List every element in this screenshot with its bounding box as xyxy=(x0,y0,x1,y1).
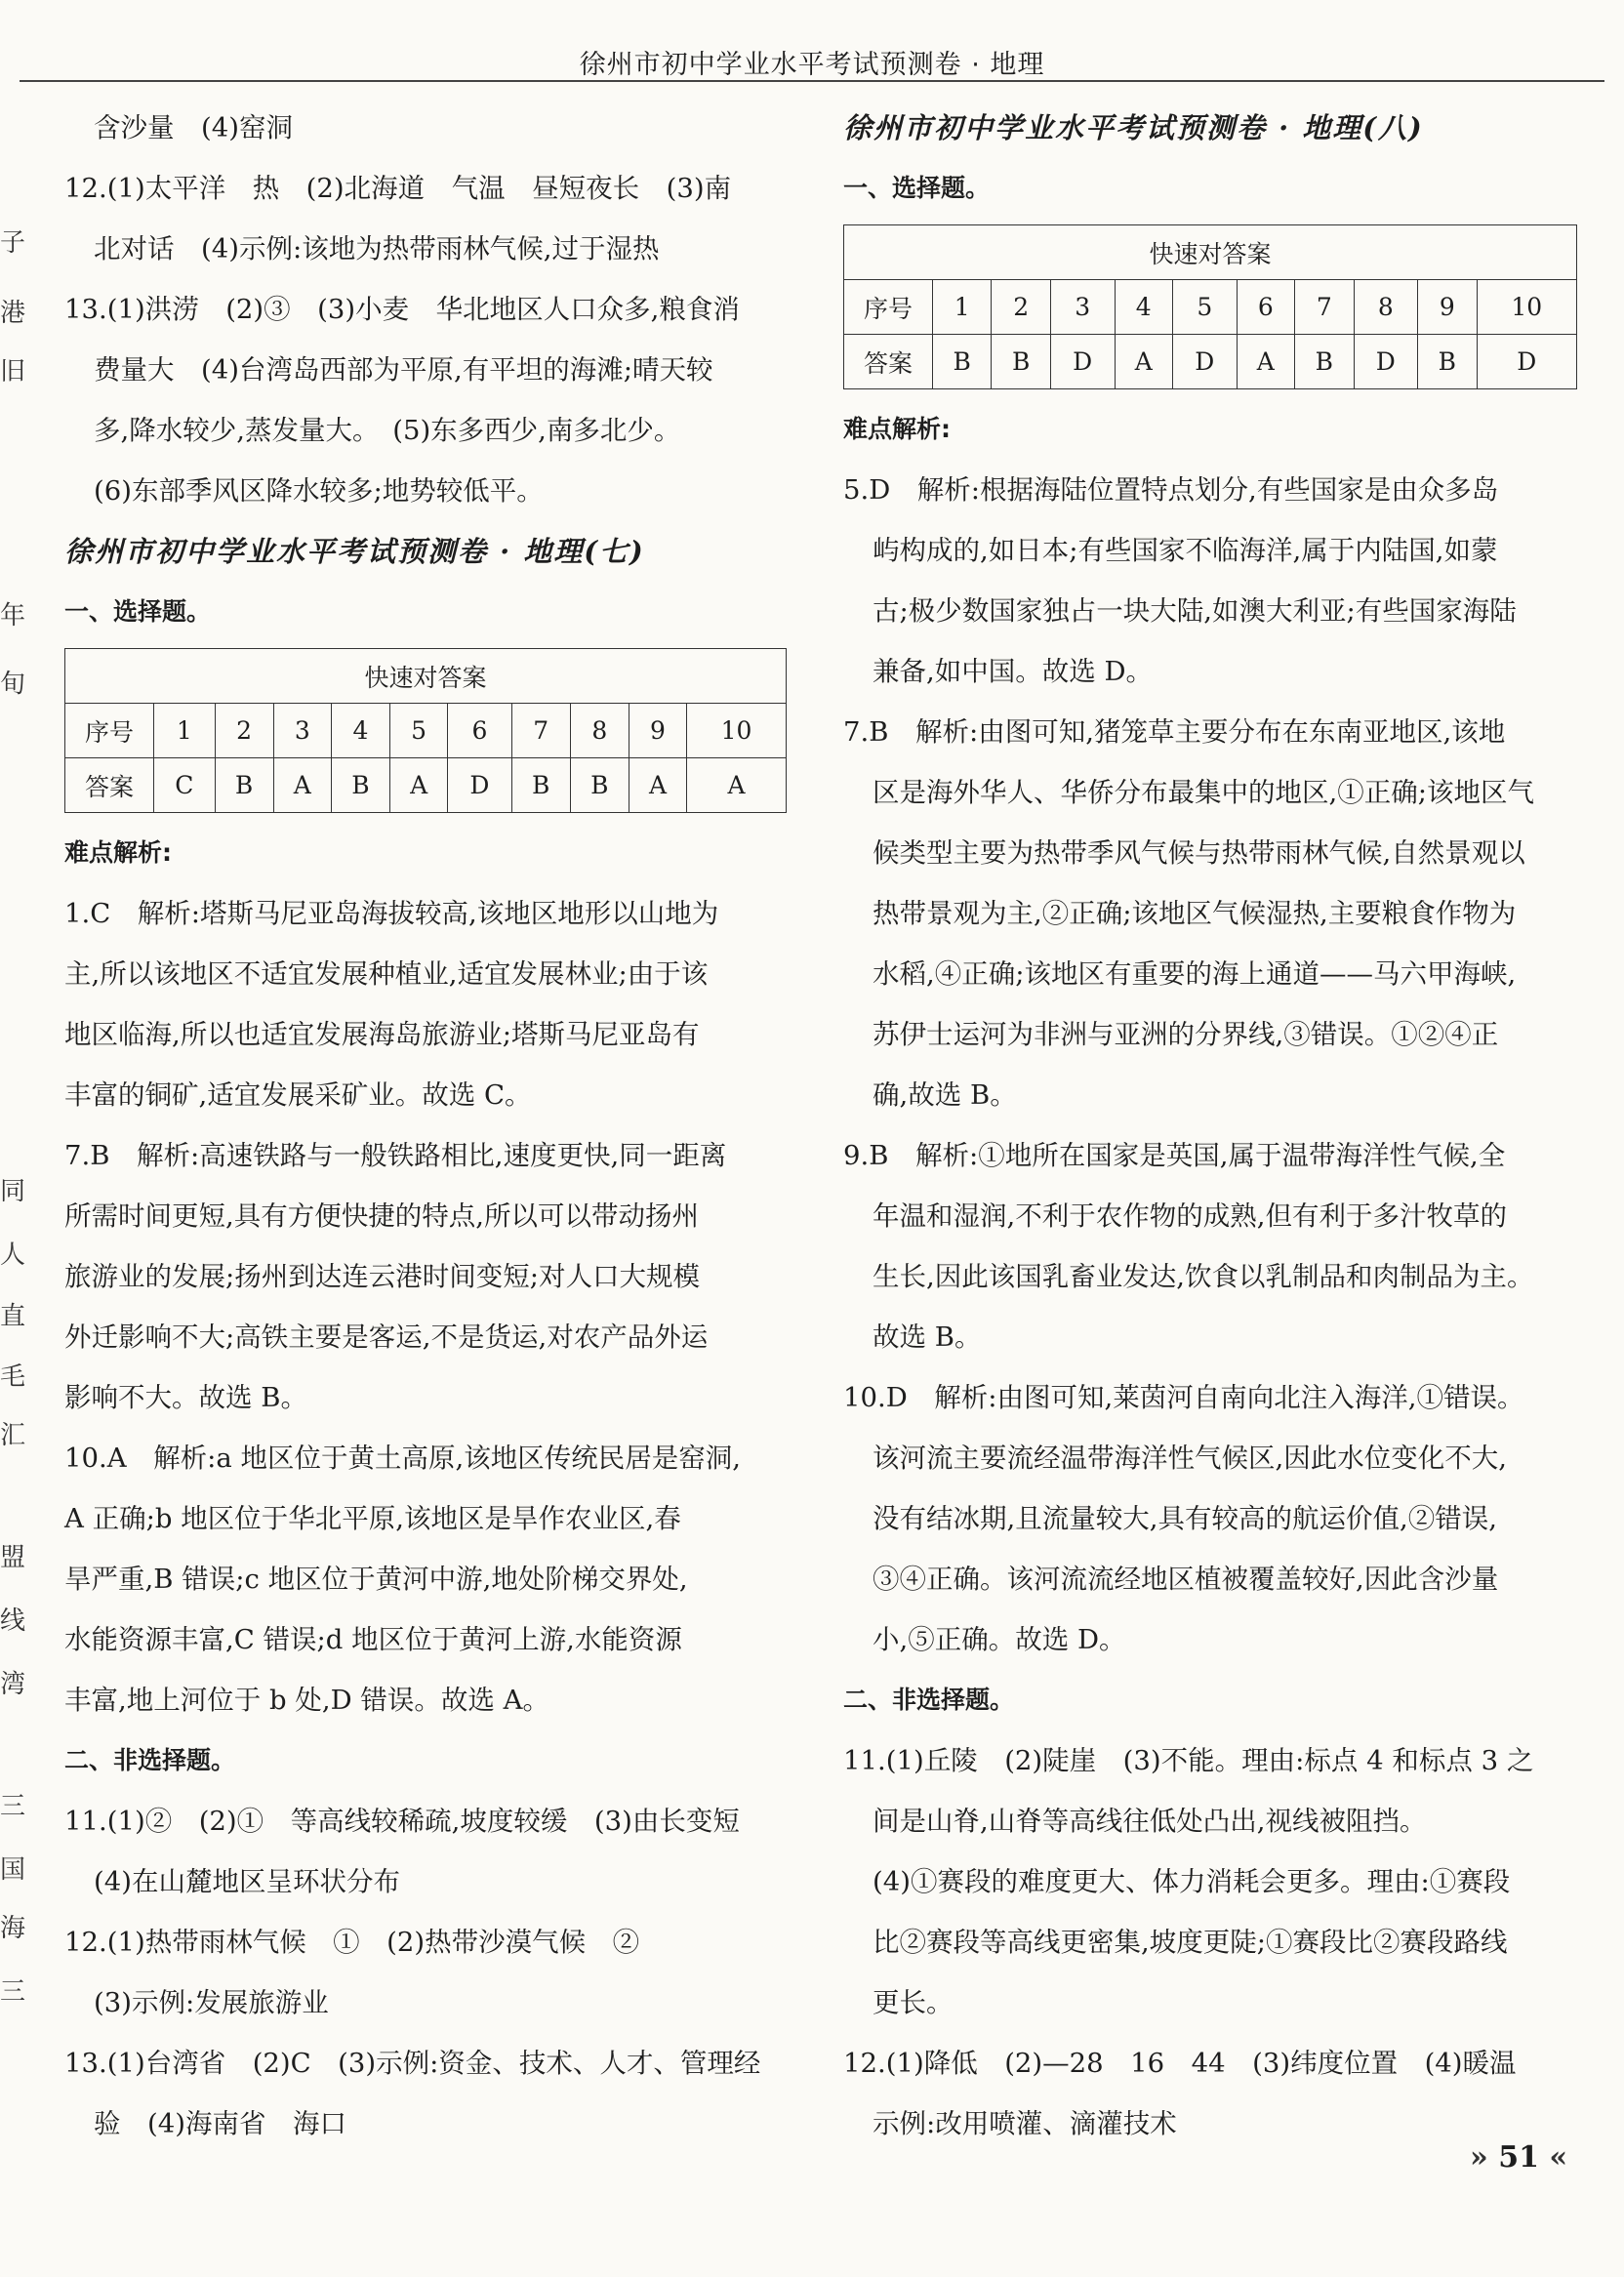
gutter-fragment: 子 xyxy=(0,228,26,258)
answer-line: 13.(1)洪涝 (2)③ (3)小麦 华北地区人口众多,粮食消 xyxy=(64,294,740,325)
analysis-heading: 难点解析: xyxy=(64,838,172,867)
header-divider xyxy=(20,80,1604,82)
nonchoice-heading: 二、非选择题。 xyxy=(64,1746,236,1774)
gutter-fragment: 盟 xyxy=(0,1543,26,1572)
answer-line: 多,降水较少,蒸发量大。 (5)东多西少,南多北少。 xyxy=(94,415,681,446)
answer-line: 验 (4)海南省 海口 xyxy=(94,2108,346,2139)
question-number: 9 xyxy=(1418,280,1477,335)
answer-cell: B xyxy=(992,335,1050,389)
question-number: 3 xyxy=(273,704,331,758)
answer-line: 比②赛段等高线更密集,坡度更陡;①赛段比②赛段路线 xyxy=(873,1927,1508,1958)
answer-line: 示例:改用喷灌、滴灌技术 xyxy=(873,2108,1177,2139)
question-number: 2 xyxy=(992,280,1050,335)
analysis-line: 水能资源丰富,C 错误;d 地区位于黄河上游,水能资源 xyxy=(64,1624,682,1655)
question-number: 4 xyxy=(1115,280,1172,335)
question-number: 7 xyxy=(511,704,570,758)
analysis-line: 热带景观为主,②正确;该地区气候湿热,主要粮食作物为 xyxy=(873,898,1517,929)
answer-line: 间是山脊,山脊等高线往低处凸出,视线被阻挡。 xyxy=(873,1806,1427,1837)
answer-cell: B xyxy=(1295,335,1354,389)
answer-cell: C xyxy=(154,758,216,813)
gutter-fragment: 三 xyxy=(0,1977,26,2007)
table-caption: 快速对答案 xyxy=(844,225,1577,280)
answer-cell: D xyxy=(1477,335,1576,389)
analysis-line: 兼备,如中国。故选 D。 xyxy=(873,656,1154,687)
row-label: 序号 xyxy=(65,704,154,758)
analysis-line: 1.C 解析:塔斯马尼亚岛海拔较高,该地区地形以山地为 xyxy=(64,898,719,929)
right-column xyxy=(843,98,1577,2154)
analysis-line: 旱严重,B 错误;c 地区位于黄河中游,地处阶梯交界处, xyxy=(64,1564,688,1595)
answer-cell: B xyxy=(933,335,992,389)
gutter-fragment: 海 xyxy=(0,1914,26,1943)
gutter-fragment: 旧 xyxy=(0,357,26,386)
answer-line: 11.(1)② (2)① 等高线较稀疏,坡度较缓 (3)由长变短 xyxy=(64,1806,740,1837)
answer-cell: B xyxy=(1418,335,1477,389)
analysis-line: 10.D 解析:由图可知,莱茵河自南向北注入海洋,①错误。 xyxy=(843,1382,1524,1413)
analysis-line: 没有结冰期,且流量较大,具有较高的航运价值,②错误, xyxy=(873,1503,1497,1534)
section-title: 徐州市初中学业水平考试预测卷 · 地理(八) xyxy=(843,111,1424,144)
answer-cell: B xyxy=(511,758,570,813)
gutter-fragment: 线 xyxy=(0,1606,26,1636)
answer-line: (3)示例:发展旅游业 xyxy=(94,1987,329,2018)
answer-table-wrap xyxy=(64,648,787,813)
question-number: 8 xyxy=(570,704,629,758)
question-number: 2 xyxy=(215,704,273,758)
answer-cell: B xyxy=(331,758,389,813)
question-number: 1 xyxy=(154,704,216,758)
analysis-line: 所需时间更短,具有方便快捷的特点,所以可以带动扬州 xyxy=(64,1200,699,1232)
question-number: 5 xyxy=(390,704,448,758)
answer-line: 北对话 (4)示例:该地为热带雨林气候,过于湿热 xyxy=(94,233,660,264)
table-caption: 快速对答案 xyxy=(65,649,787,704)
answer-cell: B xyxy=(570,758,629,813)
quick-answer-table xyxy=(64,648,787,813)
answer-line: 12.(1)降低 (2)—28 16 44 (3)纬度位置 (4)暖温 xyxy=(843,2048,1517,2079)
gutter-fragment: 港 xyxy=(0,299,26,328)
analysis-line: 确,故选 B。 xyxy=(873,1079,1017,1111)
analysis-line: 7.B 解析:由图可知,猪笼草主要分布在东南亚地区,该地 xyxy=(843,716,1506,748)
answer-cell: A xyxy=(629,758,686,813)
answer-line: 含沙量 (4)窑洞 xyxy=(94,112,293,143)
analysis-line: 5.D 解析:根据海陆位置特点划分,有些国家是由众多岛 xyxy=(843,474,1499,506)
analysis-line: 地区临海,所以也适宜发展海岛旅游业;塔斯马尼亚岛有 xyxy=(64,1019,700,1050)
section-title: 徐州市初中学业水平考试预测卷 · 地理(七) xyxy=(64,535,645,568)
choice-heading: 一、选择题。 xyxy=(64,597,212,626)
analysis-line: 区是海外华人、华侨分布最集中的地区,①正确;该地区气 xyxy=(873,777,1535,808)
analysis-line: 影响不大。故选 B。 xyxy=(64,1382,307,1413)
gutter-fragment: 年 xyxy=(0,601,26,630)
row-label: 答案 xyxy=(65,758,154,813)
gutter-fragment: 同 xyxy=(0,1177,26,1206)
answer-line: 13.(1)台湾省 (2)C (3)示例:资金、技术、人才、管理经 xyxy=(64,2048,761,2079)
analysis-heading: 难点解析: xyxy=(843,415,951,443)
answer-cell: D xyxy=(448,758,511,813)
left-column xyxy=(64,98,787,2154)
gutter-fragment: 三 xyxy=(0,1792,26,1821)
chevron-right-icon: » xyxy=(1470,2140,1488,2175)
analysis-line: 屿构成的,如日本;有些国家不临海洋,属于内陆国,如蒙 xyxy=(873,535,1498,566)
row-label: 答案 xyxy=(844,335,933,389)
analysis-line: 苏伊士运河为非洲与亚洲的分界线,③错误。①②④正 xyxy=(873,1019,1499,1050)
answer-cell: B xyxy=(215,758,273,813)
page-number-block xyxy=(1470,2140,1567,2175)
answer-cell: D xyxy=(1354,335,1418,389)
answer-cell: A xyxy=(390,758,448,813)
gutter-fragment: 湾 xyxy=(0,1670,26,1699)
answer-cell: D xyxy=(1050,335,1115,389)
analysis-line: 旅游业的发展;扬州到达连云港时间变短;对人口大规模 xyxy=(64,1261,701,1292)
analysis-line: 外迁影响不大;高铁主要是客运,不是货运,对农产品外运 xyxy=(64,1321,709,1353)
page-number: 51 xyxy=(1498,2140,1539,2175)
analysis-line: 水稻,④正确;该地区有重要的海上通道——马六甲海峡, xyxy=(873,958,1517,990)
page-header xyxy=(0,0,1624,80)
header-title: 徐州市初中学业水平考试预测卷 · 地理 xyxy=(579,50,1045,80)
analysis-line: 生长,因此该国乳畜业发达,饮食以乳制品和肉制品为主。 xyxy=(873,1261,1534,1292)
analysis-line: 年温和湿润,不利于农作物的成熟,但有利于多汁牧草的 xyxy=(873,1200,1507,1232)
gutter-fragment: 国 xyxy=(0,1855,26,1885)
answer-cell: D xyxy=(1172,335,1237,389)
analysis-line: 10.A 解析:a 地区位于黄土高原,该地区传统民居是窑洞, xyxy=(64,1443,741,1474)
analysis-line: A 正确;b 地区位于华北平原,该地区是旱作农业区,春 xyxy=(64,1503,681,1534)
answer-line: 更长。 xyxy=(873,1987,954,2018)
row-label: 序号 xyxy=(844,280,933,335)
question-number: 1 xyxy=(933,280,992,335)
analysis-line: 丰富,地上河位于 b 处,D 错误。故选 A。 xyxy=(64,1685,549,1716)
answer-cell: A xyxy=(1115,335,1172,389)
answer-line: (6)东部季风区降水较多;地势较低平。 xyxy=(94,475,544,507)
analysis-line: 7.B 解析:高速铁路与一般铁路相比,速度更快,同一距离 xyxy=(64,1140,727,1171)
nonchoice-heading: 二、非选择题。 xyxy=(843,1686,1015,1714)
question-number: 6 xyxy=(1237,280,1294,335)
answer-cell: A xyxy=(687,758,787,813)
answer-cell: A xyxy=(1237,335,1294,389)
question-number: 10 xyxy=(687,704,787,758)
analysis-line: 9.B 解析:①地所在国家是英国,属于温带海洋性气候,全 xyxy=(843,1140,1506,1171)
question-number: 5 xyxy=(1172,280,1237,335)
gutter-fragment: 汇 xyxy=(0,1421,26,1450)
analysis-line: 该河流主要流经温带海洋性气候区,因此水位变化不大, xyxy=(873,1443,1507,1474)
analysis-line: 丰富的铜矿,适宜发展采矿业。故选 C。 xyxy=(64,1079,532,1111)
gutter-fragment: 旬 xyxy=(0,670,26,699)
gutter-fragment: 直 xyxy=(0,1302,26,1331)
answer-cell: A xyxy=(273,758,331,813)
answer-table-wrap xyxy=(843,224,1577,389)
analysis-line: ③④正确。该河流流经地区植被覆盖较好,因此含沙量 xyxy=(873,1564,1499,1595)
analysis-line: 候类型主要为热带季风气候与热带雨林气候,自然景观以 xyxy=(873,837,1525,869)
question-number: 9 xyxy=(629,704,686,758)
analysis-line: 古;极少数国家独占一块大陆,如澳大利亚;有些国家海陆 xyxy=(873,595,1517,627)
question-number: 4 xyxy=(331,704,389,758)
analysis-line: 故选 B。 xyxy=(873,1321,982,1353)
gutter-fragment: 毛 xyxy=(0,1362,26,1392)
analysis-line: 小,⑤正确。故选 D。 xyxy=(873,1624,1126,1655)
answer-line: 12.(1)热带雨林气候 ① (2)热带沙漠气候 ② xyxy=(64,1927,640,1958)
choice-heading: 一、选择题。 xyxy=(843,174,991,202)
answer-line: (4)在山麓地区呈环状分布 xyxy=(94,1866,400,1897)
question-number: 6 xyxy=(448,704,511,758)
answer-line: 11.(1)丘陵 (2)陡崖 (3)不能。理由:标点 4 和标点 3 之 xyxy=(843,1745,1534,1776)
analysis-line: 主,所以该地区不适宜发展种植业,适宜发展林业;由于该 xyxy=(64,958,709,990)
question-number: 8 xyxy=(1354,280,1418,335)
question-number: 3 xyxy=(1050,280,1115,335)
answer-line: (4)①赛段的难度更大、体力消耗会更多。理由:①赛段 xyxy=(873,1866,1511,1897)
chevron-left-icon: « xyxy=(1549,2140,1568,2175)
question-number: 7 xyxy=(1295,280,1354,335)
gutter-fragment: 人 xyxy=(0,1240,26,1270)
answer-line: 费量大 (4)台湾岛西部为平原,有平坦的海滩;晴天较 xyxy=(94,354,713,386)
quick-answer-table xyxy=(843,224,1577,389)
question-number: 10 xyxy=(1477,280,1576,335)
answer-line: 12.(1)太平洋 热 (2)北海道 气温 昼短夜长 (3)南 xyxy=(64,173,732,204)
